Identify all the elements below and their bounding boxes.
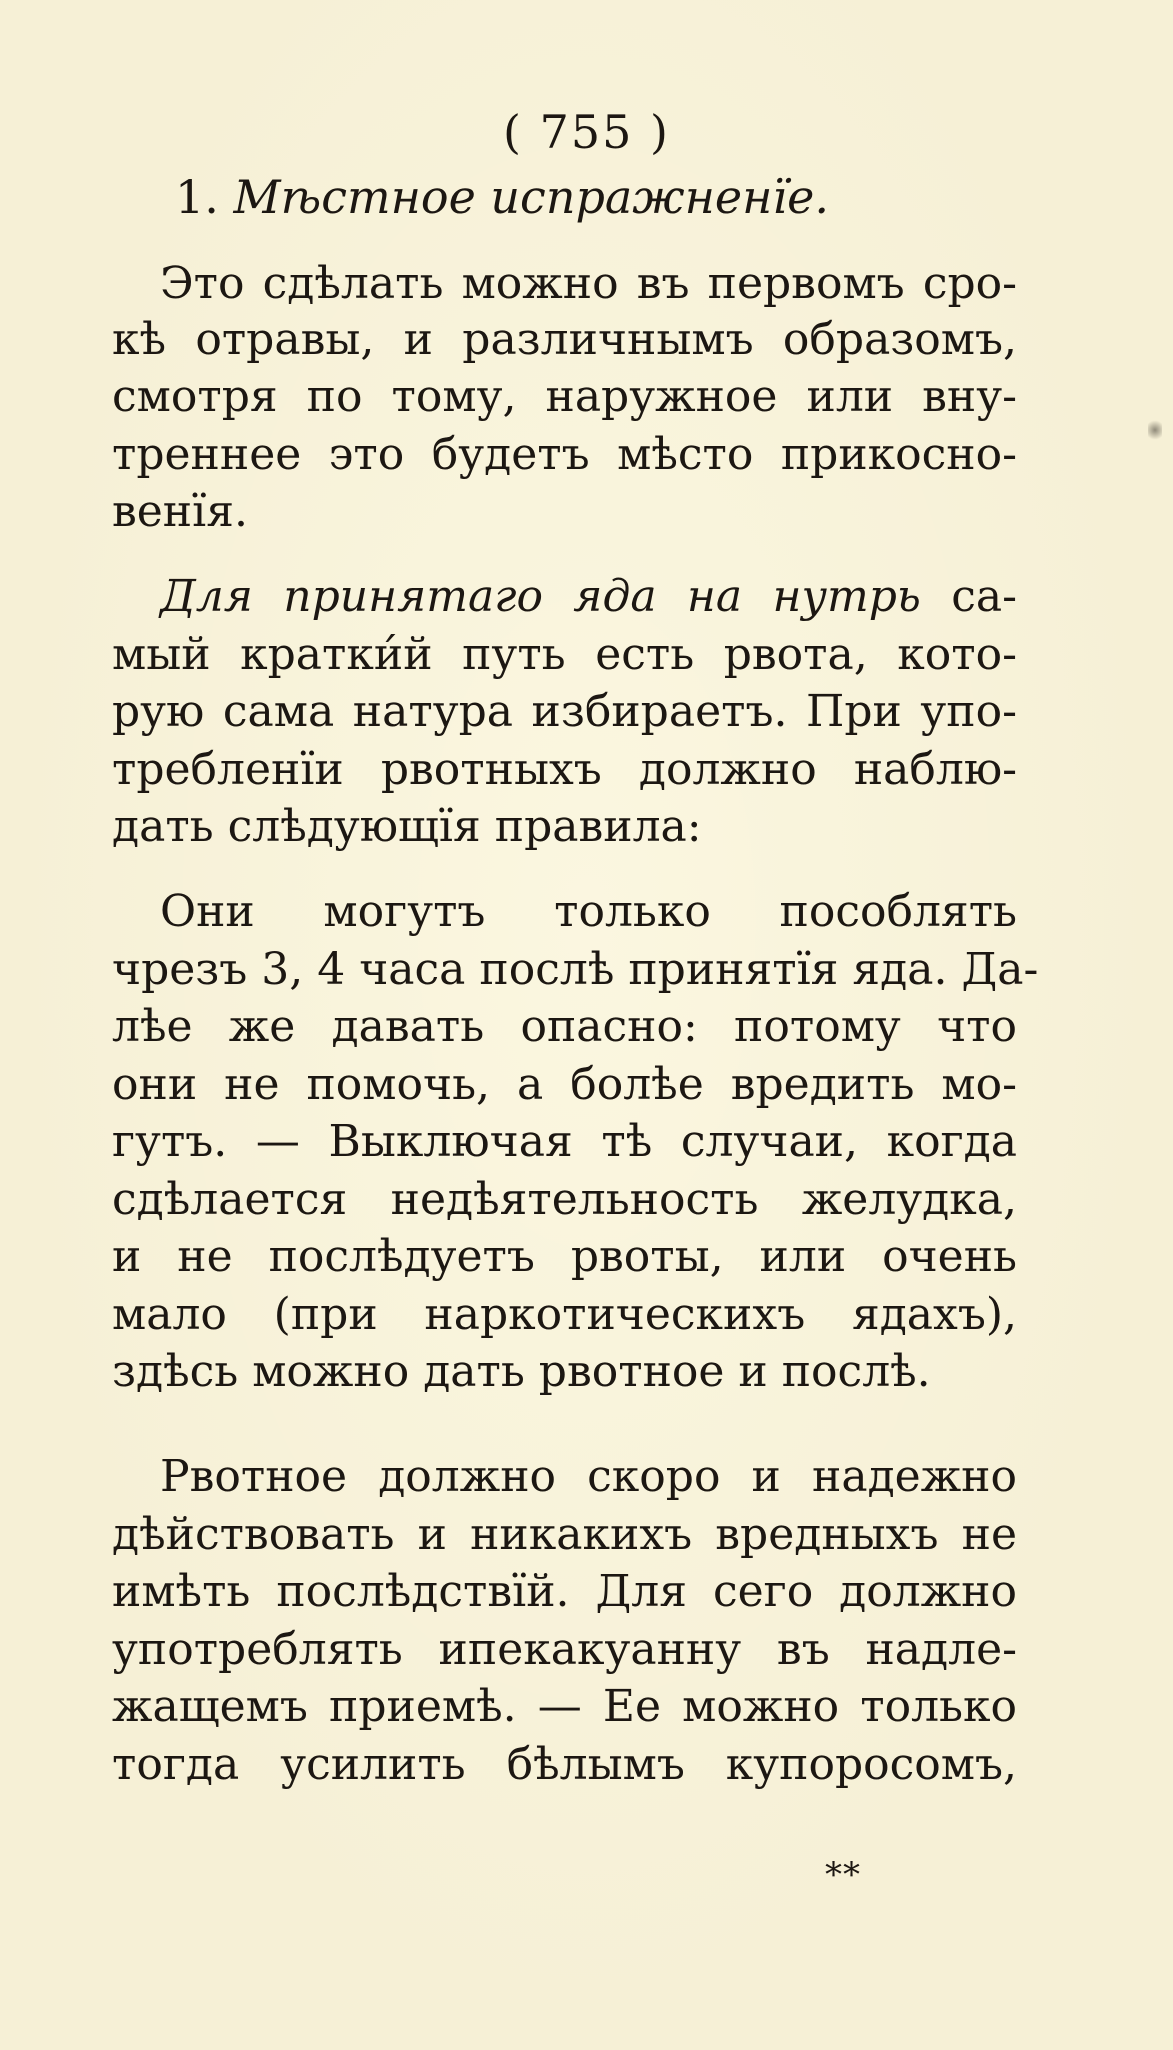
text-line: мый кратки́й путь есть рвота, кото-	[112, 629, 1017, 680]
text-line	[160, 571, 1017, 622]
ink-smudge	[1148, 418, 1162, 442]
text-line: сдѣлается недѣятельность желудка,	[112, 1174, 1017, 1225]
text-line: здѣсь можно дать рвотное и послѣ.	[112, 1346, 931, 1397]
text-line: гутъ. — Выключая тѣ случаи, когда	[112, 1116, 1017, 1167]
text-fragment: са-	[920, 571, 1017, 622]
text-line: кѣ отравы, и различнымъ образомъ,	[112, 314, 1017, 365]
text-line: рую сама натура избираетъ. При упо-	[112, 686, 1017, 737]
text-line: они не помочь, а болѣе вредить мо-	[112, 1059, 1017, 1110]
text-line: Это сдѣлать можно въ первомъ сро-	[160, 258, 1017, 309]
text-line: треннее это будетъ мѣсто прикосно-	[112, 429, 1017, 480]
text-line: требленїи рвотныхъ должно наблю-	[112, 744, 1017, 795]
text-line: мало (при наркотическихъ ядахъ),	[112, 1289, 1017, 1340]
text-line: дать слѣдующїя правила:	[112, 801, 702, 852]
text-line: Рвотное должно скоро и надежно	[160, 1451, 1017, 1502]
text-line: смотря по тому, наружное или вну-	[112, 371, 1017, 422]
section-number: 1.	[175, 170, 219, 224]
text-line: жащемъ приемѣ. — Ее можно только	[112, 1681, 1017, 1732]
text-line: чрезъ 3, 4 часа послѣ принятїя яда. Да-	[112, 944, 1039, 995]
text-line: лѣе же давать опасно: потому что	[112, 1001, 1017, 1052]
text-line: и не послѣдуетъ рвоты, или очень	[112, 1231, 1017, 1282]
italic-phrase: Для принятаго яда на нутрь	[160, 571, 921, 622]
section-heading	[175, 170, 829, 224]
text-line: Они могутъ только пособлять	[160, 886, 1017, 937]
page-number: ( 755 )	[503, 105, 670, 159]
text-line: имѣть послѣдствїй. Для сего должно	[112, 1566, 1017, 1617]
section-title: Мѣстное испражненїе.	[233, 170, 829, 224]
text-line: тогда усилить бѣлымъ купоросомъ,	[112, 1739, 1017, 1790]
signature-mark: **	[825, 1855, 861, 1895]
text-line: дѣйствовать и никакихъ вредныхъ не	[112, 1509, 1017, 1560]
text-line: венїя.	[112, 486, 248, 537]
text-line: употреблять ипекакуанну въ надле-	[112, 1624, 1017, 1675]
